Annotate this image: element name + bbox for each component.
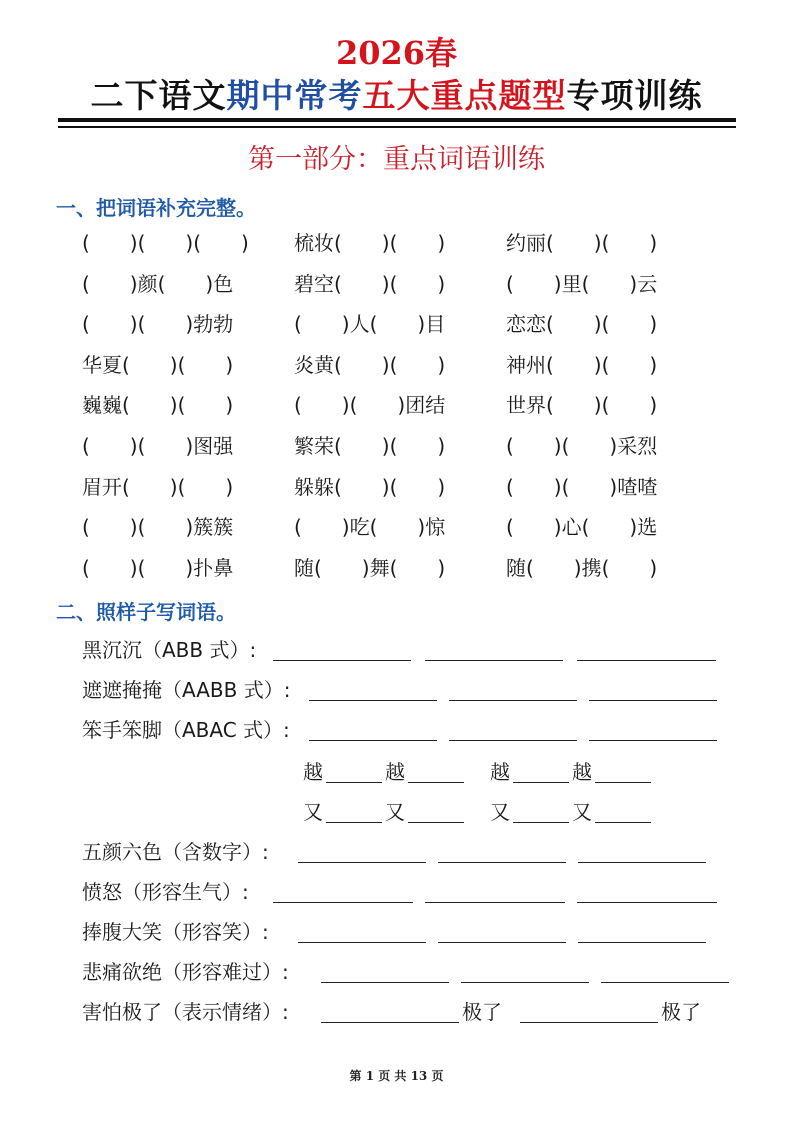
fill-item[interactable]: ( )里( )云 xyxy=(506,272,658,296)
yue-1: 越 xyxy=(303,760,323,784)
aabb-blank-3[interactable] xyxy=(589,700,717,701)
abb-blank-1[interactable] xyxy=(273,660,411,661)
fill-item[interactable]: ( )( )图强 xyxy=(82,434,234,458)
laugh-label: 捧腹大笑（形容笑）: xyxy=(82,920,269,944)
sad-blank-3[interactable] xyxy=(601,982,729,983)
emotion-blank-1[interactable] xyxy=(321,1022,459,1023)
fill-item[interactable]: 碧空( )( ) xyxy=(294,272,446,296)
title-rule-thin xyxy=(58,126,736,128)
fill-item[interactable]: ( )( )扑鼻 xyxy=(82,556,234,580)
sad-blank-1[interactable] xyxy=(321,982,449,983)
fill-item[interactable]: ( )颜( )色 xyxy=(82,272,234,296)
year-label: 2026春 xyxy=(335,34,458,72)
angry-blank-1[interactable] xyxy=(273,902,413,903)
fill-item[interactable]: ( )( )簇簇 xyxy=(82,515,234,539)
fill-item[interactable]: 炎黄( )( ) xyxy=(294,353,446,377)
you-blank-2[interactable] xyxy=(408,822,464,823)
abac-blank-1[interactable] xyxy=(309,740,437,741)
jile-2: 极了 xyxy=(661,1000,701,1024)
angry-label: 愤怒（形容生气）: xyxy=(82,880,249,904)
abac-label: 笨手笨脚（ABAC 式）: xyxy=(82,718,290,742)
number-blank-2[interactable] xyxy=(438,862,566,863)
fill-item[interactable]: ( )吃( )惊 xyxy=(294,515,446,539)
you-3: 又 xyxy=(490,800,510,824)
jile-1: 极了 xyxy=(462,1000,502,1024)
you-blank-3[interactable] xyxy=(513,822,569,823)
you-4: 又 xyxy=(572,800,592,824)
abac-blank-3[interactable] xyxy=(589,740,717,741)
yue-blank-2[interactable] xyxy=(408,782,464,783)
fill-item[interactable]: 随( )携( ) xyxy=(506,556,658,580)
fill-item[interactable]: 繁荣( )( ) xyxy=(294,434,446,458)
angry-blank-2[interactable] xyxy=(425,902,565,903)
title-part-4: 专项训练 xyxy=(566,76,703,115)
page-footer: 第 1 页 共 13 页 xyxy=(349,1069,444,1083)
number-blank-1[interactable] xyxy=(298,862,426,863)
aabb-label: 遮遮掩掩（AABB 式）: xyxy=(82,678,291,702)
fill-item[interactable]: 躲躲( )( ) xyxy=(294,475,446,499)
fill-item[interactable]: ( )人( )目 xyxy=(294,312,446,336)
yue-blank-3[interactable] xyxy=(513,782,569,783)
emotion-blank-2[interactable] xyxy=(520,1022,658,1023)
fill-item[interactable]: ( )( )( ) xyxy=(82,231,249,255)
fill-item[interactable]: ( )( )勃勃 xyxy=(82,312,234,336)
aabb-blank-1[interactable] xyxy=(309,700,437,701)
fill-item[interactable]: ( )( )喳喳 xyxy=(506,475,658,499)
title-part-1: 二下语文 xyxy=(90,76,227,115)
title-rule-thick xyxy=(58,118,736,122)
emotion-label: 害怕极了（表示情绪）: xyxy=(82,1000,289,1024)
laugh-blank-1[interactable] xyxy=(298,942,426,943)
abb-label: 黑沉沉（ABB 式）: xyxy=(82,638,257,662)
abb-blank-3[interactable] xyxy=(577,660,716,661)
laugh-blank-2[interactable] xyxy=(438,942,566,943)
fill-item[interactable]: ( )( )团结 xyxy=(294,393,446,417)
fill-item[interactable]: 约丽( )( ) xyxy=(506,231,658,255)
fill-item[interactable]: 巍巍( )( ) xyxy=(82,393,234,417)
laugh-blank-3[interactable] xyxy=(578,942,706,943)
yue-3: 越 xyxy=(490,760,510,784)
fill-item[interactable]: 世界( )( ) xyxy=(506,393,658,417)
yue-2: 越 xyxy=(385,760,405,784)
title-part-3: 五大重点题型 xyxy=(362,76,567,115)
sad-blank-2[interactable] xyxy=(461,982,589,983)
angry-blank-3[interactable] xyxy=(577,902,717,903)
number-word-label: 五颜六色（含数字）: xyxy=(82,840,269,864)
yue-blank-4[interactable] xyxy=(595,782,651,783)
sad-label: 悲痛欲绝（形容难过）: xyxy=(82,960,289,984)
you-blank-4[interactable] xyxy=(595,822,651,823)
you-blank-1[interactable] xyxy=(326,822,382,823)
number-blank-3[interactable] xyxy=(578,862,706,863)
main-title xyxy=(0,70,793,117)
fill-item[interactable]: 随( )舞( ) xyxy=(294,556,446,580)
section2-heading: 二、照样子写词语。 xyxy=(56,600,236,624)
fill-item[interactable]: 恋恋( )( ) xyxy=(506,312,658,336)
fill-item[interactable]: 华夏( )( ) xyxy=(82,353,234,377)
you-1: 又 xyxy=(303,800,323,824)
fill-item[interactable]: 神州( )( ) xyxy=(506,353,658,377)
part-title: 第一部分：重点词语训练 xyxy=(248,144,545,175)
yue-4: 越 xyxy=(572,760,592,784)
abb-blank-2[interactable] xyxy=(425,660,563,661)
fill-item[interactable]: 梳妆( )( ) xyxy=(294,231,446,255)
yue-blank-1[interactable] xyxy=(326,782,382,783)
aabb-blank-2[interactable] xyxy=(449,700,577,701)
title-part-2: 期中常考 xyxy=(226,76,363,115)
you-2: 又 xyxy=(385,800,405,824)
fill-item[interactable]: ( )心( )选 xyxy=(506,515,658,539)
section1-heading: 一、把词语补充完整。 xyxy=(56,196,256,220)
abac-blank-2[interactable] xyxy=(449,740,577,741)
fill-item[interactable]: ( )( )采烈 xyxy=(506,434,658,458)
fill-item[interactable]: 眉开( )( ) xyxy=(82,475,234,499)
